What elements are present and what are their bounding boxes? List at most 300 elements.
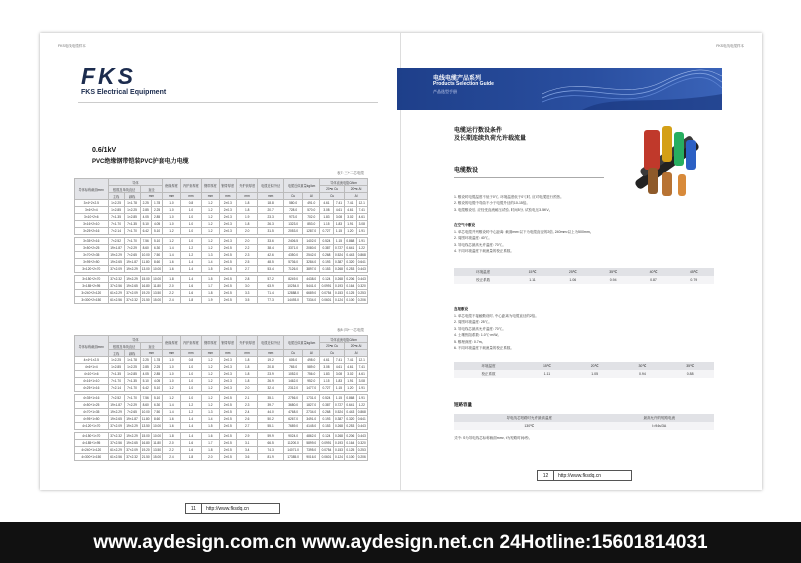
text-line: 1. 单芯电缆不接触敷设时, 中心距离为电缆直径的2倍。 bbox=[454, 314, 539, 318]
table-row bbox=[75, 378, 368, 385]
table-cell: 0.727 bbox=[320, 385, 334, 392]
table-cell: 17385.0 bbox=[283, 454, 303, 461]
table-cell: 19×2.65 bbox=[108, 416, 124, 423]
table-cell: 1.6 bbox=[163, 423, 180, 430]
table-cell: 7×1.70 bbox=[124, 385, 140, 392]
table-cell: 19×2.29 bbox=[124, 276, 140, 283]
table-cell: 491.0 bbox=[303, 200, 320, 207]
table-cell: 4862.0 bbox=[303, 433, 320, 440]
table-row bbox=[75, 416, 368, 423]
table-cell: 1×1.78 bbox=[124, 357, 140, 364]
col-al: Al bbox=[303, 350, 320, 357]
table-cell: 5736.0 bbox=[283, 259, 303, 266]
table-cell: 0.8 bbox=[180, 357, 201, 364]
table-cell: 0.320 bbox=[346, 417, 355, 421]
table-cell: 5.10 bbox=[140, 221, 151, 228]
table-cell: 35.1 bbox=[258, 395, 283, 402]
table-cell: 0.125 bbox=[346, 291, 355, 295]
table-cell: 7×1.35 bbox=[108, 214, 124, 221]
col-conductor: 导体 bbox=[108, 179, 163, 186]
table-cell: 0.443 bbox=[357, 267, 366, 271]
text-line: 3. 电缆敷设后, 应经受直流耐压试验, 时间5分, 试验电压3.5KV。 bbox=[454, 207, 553, 212]
table-cell: 1.83 bbox=[320, 371, 334, 378]
table-cell: 1×2.85 bbox=[108, 364, 124, 371]
table-cell: 1.6 bbox=[180, 290, 201, 297]
col-aux: 副线 bbox=[124, 193, 140, 200]
table-cell: 8249.0 bbox=[283, 276, 303, 283]
table-cell: 1.2 bbox=[202, 402, 219, 409]
table-cell: 728.0 bbox=[283, 207, 303, 214]
table-cell: 3×185+2×95 bbox=[75, 283, 109, 290]
table-row bbox=[454, 422, 714, 430]
table-cell: 0.641 bbox=[357, 260, 366, 264]
table-cell: 0.268 bbox=[334, 424, 343, 428]
table-cell: 6.42 bbox=[140, 385, 151, 392]
table-cell: 2.8 bbox=[236, 276, 257, 283]
table-cell: 7689.0 bbox=[283, 423, 303, 430]
table-cell: 756.0 bbox=[303, 371, 320, 378]
table-cell: 0.0601 bbox=[321, 298, 332, 302]
table-cell: 1.6 bbox=[163, 266, 180, 273]
table-cell: 1×2.85 bbox=[124, 214, 140, 221]
divider bbox=[78, 102, 378, 103]
table-cell: 4×185+1×95 bbox=[75, 440, 109, 447]
table-row bbox=[75, 238, 368, 245]
table-cell: 2.4 bbox=[163, 297, 180, 304]
table-cell: 校正系数 bbox=[454, 276, 512, 284]
table-row bbox=[75, 200, 368, 207]
table-cell: 0.524 bbox=[320, 395, 334, 402]
col-outer-sheath: 外护套厚度 bbox=[236, 179, 257, 193]
table-cell: 1.7 bbox=[202, 283, 219, 290]
table-cell: 1×2.85 bbox=[124, 371, 140, 378]
table-cell: 1.8 bbox=[236, 378, 257, 385]
col-weight: 电缆近似重量kg/km bbox=[283, 179, 319, 193]
product-title: PVC绝缘钢带铠装PVC护套电力电缆 bbox=[92, 159, 189, 165]
table-cell: 1.6 bbox=[202, 433, 219, 440]
table-cell: 1.8 bbox=[236, 200, 257, 207]
table-cell: 0.124 bbox=[320, 433, 334, 440]
text-line: 3. 导电线芯最高允许温度: 70℃。 bbox=[454, 242, 506, 247]
table-row bbox=[75, 423, 368, 430]
table-cell: 3897.0 bbox=[303, 266, 320, 273]
table-cell: 20℃ bbox=[571, 362, 619, 370]
table-cell: 1.0 bbox=[180, 221, 201, 228]
table-cell: 19.20 bbox=[141, 448, 150, 452]
table-cell: 3.08 bbox=[320, 364, 334, 371]
table-cell: 1477.0 bbox=[303, 385, 320, 392]
table-cell: 7×2.14 bbox=[108, 385, 124, 392]
table-cell: 11.80 bbox=[141, 417, 150, 421]
table-cell: 37×2.09 bbox=[108, 266, 124, 273]
table-cell: 1.2 bbox=[202, 385, 219, 392]
table-cell: 2.0 bbox=[236, 238, 257, 245]
table-cell: 81.9 bbox=[258, 454, 283, 461]
table-cell: 10.00 bbox=[153, 424, 162, 428]
table-cell: 1.2 bbox=[202, 395, 219, 402]
col-res-al: 20℃ Al bbox=[345, 343, 368, 350]
table-row bbox=[75, 447, 368, 454]
table-cell: 1.4 bbox=[180, 416, 201, 423]
page-number-box bbox=[185, 503, 280, 514]
table-cell: 973.0 bbox=[283, 214, 303, 221]
text-line: 4. 土壤热阻系数: 1.0℃·m/W。 bbox=[454, 333, 502, 338]
table-cell: 13.50 bbox=[141, 424, 150, 428]
table-cell: 4×25+1×16 bbox=[75, 385, 109, 392]
text-line: 2. 周围环境温度: 40℃。 bbox=[454, 236, 492, 241]
table-cell: 26.9 bbox=[258, 378, 283, 385]
table-cell: 7334.0 bbox=[303, 297, 320, 304]
table-cell: 2×0.3 bbox=[219, 200, 236, 207]
table-cell: 1.2 bbox=[202, 238, 219, 245]
table-cell: 2×0.3 bbox=[219, 364, 236, 371]
table-cell: 21.50 bbox=[141, 298, 150, 302]
table-cell: 0.253 bbox=[357, 448, 366, 452]
table-cell: 3×35+2×16 bbox=[75, 238, 109, 245]
table-cell: 4×150+1×70 bbox=[75, 433, 109, 440]
banner-subtitle-en: Products Selection Guide bbox=[433, 81, 494, 87]
cable-cores bbox=[634, 126, 700, 196]
table-cell: 2×0.5 bbox=[219, 409, 236, 416]
text-line: 2. 敷设的电缆中弯曲不小于电缆外径的10-15倍。 bbox=[454, 201, 530, 206]
table-cell: 4×240+1×120 bbox=[75, 447, 109, 454]
table-cell: 1.2 bbox=[180, 245, 201, 252]
col-strands: 根数及单线直径 bbox=[108, 186, 140, 193]
table-cell: 1.0 bbox=[180, 228, 201, 235]
table-cell: 1462.0 bbox=[283, 378, 303, 385]
table-cell: 11.80 bbox=[141, 260, 150, 264]
col-diameter: 直径 bbox=[140, 186, 163, 193]
table-cell: 1827.0 bbox=[303, 402, 320, 409]
col-mm: mm bbox=[140, 350, 163, 357]
table-cell: 37×2.32 bbox=[124, 297, 140, 304]
col-cu: Cu bbox=[283, 193, 303, 200]
table-cell: 0.443 bbox=[346, 410, 355, 414]
table-cell: 4.61 bbox=[320, 357, 334, 364]
table-cell: 19×1.87 bbox=[108, 402, 124, 409]
table-cell: 7.50 bbox=[151, 252, 162, 259]
table-cell: 0.320 bbox=[357, 284, 366, 288]
table-cell: 2.3 bbox=[236, 402, 257, 409]
formula-note: 式中: S为导电线芯标称截面mm², t为短路时间/秒。 bbox=[454, 436, 533, 440]
table-cell: 1.15 bbox=[333, 395, 344, 402]
table-cell: 3.5 bbox=[236, 297, 257, 304]
table-cell: 1.2 bbox=[202, 371, 219, 378]
table-row bbox=[75, 283, 368, 290]
table-cell: 55.1 bbox=[258, 423, 283, 430]
table-cell: 1.5 bbox=[202, 266, 219, 273]
table-cell: 19×2.65 bbox=[124, 283, 140, 290]
table-cell: 2.7 bbox=[236, 423, 257, 430]
table-cell: 15.00 bbox=[141, 277, 150, 281]
table-cell: 1.5 bbox=[202, 276, 219, 283]
table-cell: 0.727 bbox=[334, 403, 343, 407]
table-cell: 7×1.35 bbox=[108, 371, 124, 378]
table-cell: 4×6+1×4 bbox=[75, 364, 109, 371]
col-mm: mm bbox=[163, 193, 180, 200]
table-row bbox=[75, 433, 368, 440]
table-cell: 0.193 bbox=[334, 284, 343, 288]
table-cell: 19.20 bbox=[141, 291, 150, 295]
table-cell: 0.0754 bbox=[321, 291, 332, 295]
col-outer-dia: 电缆近似外径 bbox=[258, 179, 283, 193]
table-cell: 4.61 bbox=[320, 200, 334, 207]
table-cell: 605.0 bbox=[283, 357, 303, 364]
table-cell: 7×2.52 bbox=[108, 395, 124, 402]
table-cell: 33.6 bbox=[258, 238, 283, 245]
table-cell: 4.61 bbox=[356, 371, 368, 378]
col-cu: Cu bbox=[283, 350, 303, 357]
table-cell: 2×0.3 bbox=[219, 238, 236, 245]
table-cell: 1.2 bbox=[163, 395, 180, 402]
table-cell: 38.4 bbox=[258, 245, 283, 252]
col-res-cu: 20℃ Cu bbox=[320, 343, 345, 350]
table-cell: 3×240+2×120 bbox=[75, 290, 109, 297]
table-cell: 0.387 bbox=[334, 417, 343, 421]
table-cell: 1.5 bbox=[202, 423, 219, 430]
table-cell: 2.7 bbox=[236, 266, 257, 273]
table-cell: 23.9 bbox=[258, 371, 283, 378]
table-cell: 4.05 bbox=[140, 371, 151, 378]
table-cell: 1.4 bbox=[202, 259, 219, 266]
table-cell: 0.94 bbox=[593, 276, 633, 284]
table-cell: 35℃ bbox=[666, 362, 714, 370]
table-cell: 1.78 bbox=[151, 200, 162, 207]
table-cell: 765.0 bbox=[283, 364, 303, 371]
table-cell: 16.80 bbox=[141, 284, 150, 288]
table-cell: 1.2 bbox=[202, 364, 219, 371]
col-al: Al bbox=[303, 193, 320, 200]
table-cell: 3×4+2×2.5 bbox=[75, 200, 109, 207]
table-cell: 44.0 bbox=[258, 409, 283, 416]
table-cell: 5441.0 bbox=[303, 283, 320, 290]
table-cell: 19.2 bbox=[258, 357, 283, 364]
table-cell: 21.50 bbox=[141, 455, 150, 459]
text-line: 5. 敷埋深度: 0.7m。 bbox=[454, 339, 486, 344]
table-cell: 2.85 bbox=[140, 207, 151, 214]
col-mm: mm bbox=[202, 350, 219, 357]
table-cell: 0.443 bbox=[357, 277, 366, 281]
table-cell: 3.6 bbox=[236, 454, 257, 461]
table-cell: 0.868 bbox=[346, 396, 355, 400]
table-cell: 1.91 bbox=[345, 378, 356, 385]
table-cell: 4.61 bbox=[333, 364, 344, 371]
table-cell: 0.641 bbox=[357, 417, 366, 421]
table-cell: 1×1.78 bbox=[124, 200, 140, 207]
subsection-air: 在空气中敷设 bbox=[454, 223, 475, 227]
table-cell: 0.268 bbox=[334, 277, 343, 281]
table-cell: 570.0 bbox=[303, 207, 320, 214]
table-cell: 37×2.56 bbox=[108, 440, 124, 447]
table-cell: 1.9 bbox=[236, 214, 257, 221]
table-cell: 1.0 bbox=[180, 364, 201, 371]
table-cell: 2053.0 bbox=[283, 228, 303, 235]
text-line: 4. 不同环境温度下载流量的校正系数。 bbox=[454, 249, 514, 254]
col-al: Al bbox=[345, 193, 368, 200]
table-cell: 7.56 bbox=[140, 238, 151, 245]
table-cell: 1.8 bbox=[236, 207, 257, 214]
table-cell: 0.124 bbox=[334, 298, 343, 302]
table-cell: 0.524 bbox=[334, 410, 343, 414]
table-cell: 9024.0 bbox=[283, 433, 303, 440]
table-cell: 61×2.29 bbox=[108, 290, 124, 297]
table-cell: 702.0 bbox=[303, 214, 320, 221]
table-cell: 0.153 bbox=[320, 423, 334, 430]
text-line: 2. 周围环境温度: 25℃。 bbox=[454, 320, 492, 325]
table-cell: 0.268 bbox=[320, 252, 334, 259]
table-cell: 0.320 bbox=[357, 441, 366, 445]
table-cell: 0.387 bbox=[320, 245, 334, 252]
table-cell: 1.0 bbox=[163, 200, 180, 207]
table-cell: 1.0 bbox=[180, 207, 201, 214]
table-cell: 7.41 bbox=[356, 364, 368, 371]
table-cell: 1.4 bbox=[163, 409, 180, 416]
table-cell: 61×2.56 bbox=[108, 297, 124, 304]
table-cell: 4145.0 bbox=[303, 423, 320, 430]
table-cell: 19×2.29 bbox=[124, 266, 140, 273]
table-cell: 2.3 bbox=[236, 252, 257, 259]
table-cell: 5.10 bbox=[140, 378, 151, 385]
table-cell: 3×150+2×70 bbox=[75, 276, 109, 283]
table-row bbox=[75, 297, 368, 304]
table-cell: 42.6 bbox=[258, 252, 283, 259]
table-row bbox=[75, 214, 368, 221]
table-cell: 1×2.25 bbox=[124, 364, 140, 371]
table-cell: 35℃ bbox=[593, 268, 633, 276]
table-cell: 1.91 bbox=[356, 385, 368, 392]
right-header: FKS电线电缆样本 bbox=[716, 44, 744, 48]
table-cell: 7.41 bbox=[356, 207, 368, 214]
table-cell: 1.4 bbox=[163, 402, 180, 409]
table-cell: 4×10+1×6 bbox=[75, 371, 109, 378]
col-mm: mm bbox=[258, 350, 283, 357]
banner-subtitle-cn: 产品选型手册 bbox=[433, 89, 457, 94]
left-page bbox=[40, 33, 401, 512]
table-cell: 6.30 bbox=[151, 402, 162, 409]
table-cell: 37×2.56 bbox=[108, 283, 124, 290]
table-cell: 1287.0 bbox=[303, 228, 320, 235]
table1-note: 表7: 三+二芯电缆 bbox=[337, 171, 364, 175]
table-cell: 1.0 bbox=[163, 371, 180, 378]
col-steel-tape: 钢带厚度 bbox=[202, 179, 219, 193]
table-row bbox=[454, 268, 714, 276]
table-cell: 1.91 bbox=[345, 221, 356, 228]
section-laying: 电缆数设 bbox=[454, 168, 479, 174]
table-cell: 1.6 bbox=[163, 259, 180, 266]
table-cell: 3.4 bbox=[236, 447, 257, 454]
table-cell: 0.8 bbox=[180, 200, 201, 207]
table-cell: 1.15 bbox=[320, 378, 334, 385]
table-cell: 1.8 bbox=[236, 357, 257, 364]
table-cell: 7×1.70 bbox=[124, 238, 140, 245]
table-cell: 7×1.35 bbox=[124, 378, 140, 385]
table-cell: 4.61 bbox=[345, 364, 356, 371]
table-cell: 2×0.3 bbox=[219, 228, 236, 235]
left-header: FKS电线电缆样本 bbox=[58, 44, 86, 48]
table-cell: 1.0 bbox=[163, 214, 180, 221]
table-cell: 1.4 bbox=[163, 245, 180, 252]
col-res-cu: 20℃ Cu bbox=[320, 186, 345, 193]
table-cell: 19×2.29 bbox=[108, 409, 124, 416]
logo-subtitle: FKS Electrical Equipment bbox=[81, 89, 167, 96]
table-cell: 5899.0 bbox=[303, 440, 320, 447]
table-cell: 7395.0 bbox=[303, 447, 320, 454]
table-cell: 7×1.70 bbox=[108, 221, 124, 228]
page-url-right[interactable]: http://www.fksdq.cn bbox=[558, 472, 602, 479]
table-cell: 0.124 bbox=[334, 455, 343, 459]
table-row bbox=[75, 402, 368, 409]
table-cell: 1.0 bbox=[180, 371, 201, 378]
air-conditions bbox=[454, 229, 714, 255]
table-cell: 4×16+1×10 bbox=[75, 378, 109, 385]
col-strands: 根数及单线直径 bbox=[108, 343, 140, 350]
table-cell: 2.25 bbox=[151, 207, 162, 214]
table-cell: 2.6 bbox=[236, 416, 257, 423]
table-cell: 2734.0 bbox=[303, 409, 320, 416]
table-cell: 10.00 bbox=[153, 434, 162, 438]
col-outer-dia: 电缆近似外径 bbox=[258, 336, 283, 350]
table-cell: 13.50 bbox=[153, 291, 162, 295]
table-cell: I=94s/3A bbox=[604, 422, 714, 430]
table-cell: 2.5 bbox=[236, 259, 257, 266]
col-mm: mm bbox=[180, 193, 201, 200]
table-cell: 0.0754 bbox=[321, 448, 332, 452]
table-cell: 7×1.70 bbox=[108, 378, 124, 385]
table-cell: 7×2.29 bbox=[124, 245, 140, 252]
page-url[interactable]: http://www.fksdq.cn bbox=[206, 505, 250, 512]
table-cell: 3×16+2×10 bbox=[75, 221, 109, 228]
footer-banner: www.aydesign.com.cn www.aydesign.net.cn 24Hotline:15601814031 bbox=[0, 522, 801, 563]
table-cell: 15℃ bbox=[523, 362, 571, 370]
table-cell: 9016.0 bbox=[303, 454, 320, 461]
buried-conditions bbox=[454, 313, 714, 351]
table-cell: 37×2.09 bbox=[108, 423, 124, 430]
table-row bbox=[75, 395, 368, 402]
table-cell: 2×0.5 bbox=[219, 416, 236, 423]
table-cell: 1402.0 bbox=[303, 238, 320, 245]
col-mm: mm bbox=[236, 193, 257, 200]
table-cell: 3.08 bbox=[320, 207, 334, 214]
table-cell: 2×0.5 bbox=[219, 454, 236, 461]
table-cell: 1.22 bbox=[356, 245, 368, 252]
page-number: 11 bbox=[186, 504, 202, 513]
table-cell: 6.42 bbox=[140, 228, 151, 235]
table-cell: 2×0.5 bbox=[219, 297, 236, 304]
table-cell: 1.6 bbox=[180, 440, 201, 447]
table-cell: 2.85 bbox=[151, 371, 162, 378]
table-cell: 1.91 bbox=[356, 228, 368, 235]
col-main: 主线 bbox=[108, 193, 124, 200]
table-cell: 3×25+2×16 bbox=[75, 228, 109, 235]
table-cell: 1.7 bbox=[202, 440, 219, 447]
table-row bbox=[75, 454, 368, 461]
table-cell: 3.0 bbox=[236, 283, 257, 290]
table-cell: 4.61 bbox=[345, 207, 356, 214]
table-cell: 0.100 bbox=[346, 298, 355, 302]
col-aux: 副线 bbox=[124, 350, 140, 357]
table-cell: 0.79 bbox=[674, 276, 714, 284]
table-cell: 2×0.5 bbox=[219, 266, 236, 273]
table-cell: 1.0 bbox=[163, 357, 180, 364]
table-cell: 74.3 bbox=[258, 447, 283, 454]
table-cell: 2×0.5 bbox=[219, 252, 236, 259]
table-cell: 20.7 bbox=[258, 207, 283, 214]
section-divider bbox=[454, 177, 604, 178]
table-cell: 2×0.5 bbox=[219, 447, 236, 454]
col-diameter: 直径 bbox=[140, 343, 163, 350]
table-cell: 1.0 bbox=[163, 221, 180, 228]
table-cell: 导电线芯短路时允许最高温度 bbox=[454, 414, 604, 422]
